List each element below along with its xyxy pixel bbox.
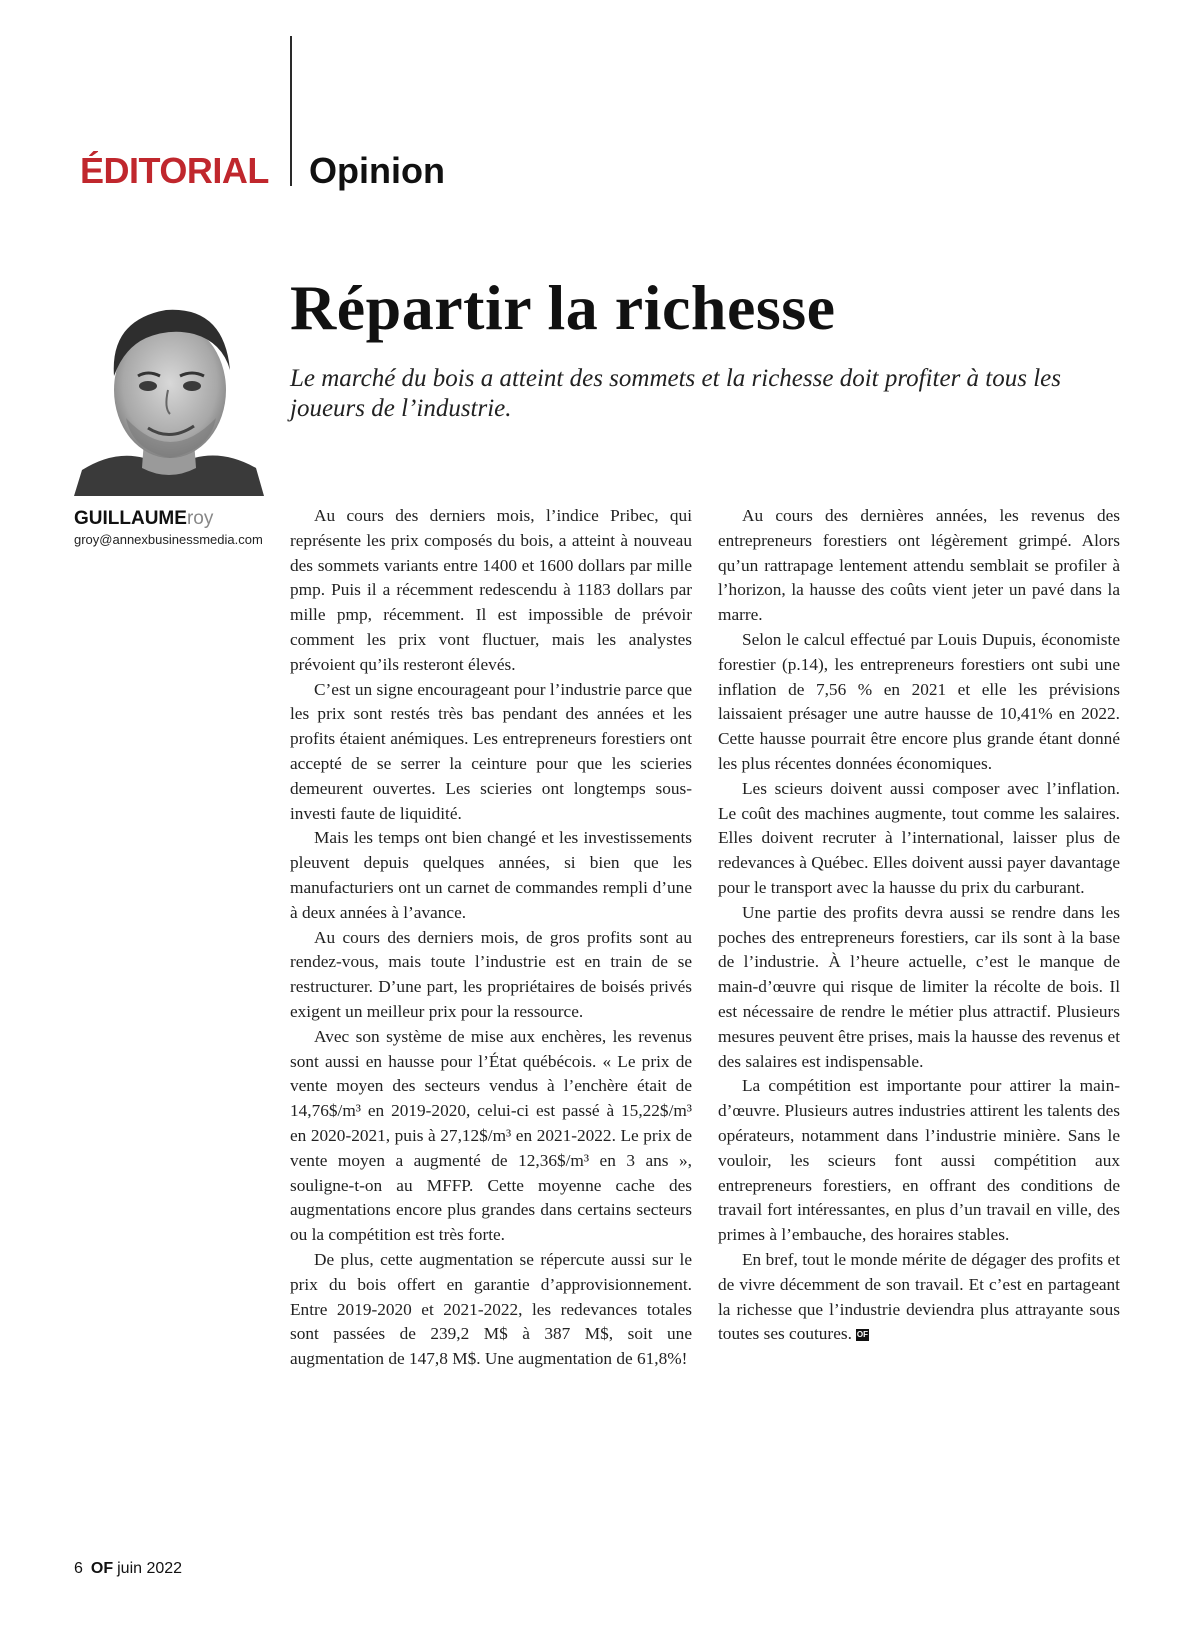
- paragraph: Mais les temps ont bien changé et les investissements pleuvent depuis quelques années, si bien que les manufacturiers ont un carnet de commandes rempli d’une à deux années à l’avance.: [290, 828, 692, 922]
- paragraph-text: En bref, tout le monde mérite de dégager des profits et de vivre décemment de son travail. Et c’est en partageant la richesse que l’industrie deviendra plus attrayante sous toutes ses coutures.: [718, 1249, 1120, 1344]
- paragraph: Au cours des derniers mois, l’indice Pribec, qui représente les prix composés du bois, a atteint à nouveau des sommets variants entre 1400 et 1600 dollars par mille pmp. Puis il a récemment redescendu à 1183 dollars par mille pmp, récemment. Il est impossible de prévoir comment les prix vont fluctuer, mais les analystes prévoient qu’ils resteront élevés.: [290, 506, 692, 674]
- publication-name: OF: [90, 1560, 114, 1577]
- author-photo: [74, 290, 264, 496]
- author-email[interactable]: groy@annexbusinessmedia.com: [74, 532, 263, 547]
- paragraph: Selon le calcul effectué par Louis Dupuis, économiste forestier (p.14), les entrepreneurs forestiers ont subi une inflation de 7,56 % en 2021 et elle les prévisions laissaient présager une autre hausse de 10,41% en 2022. Cette hausse pourrait être encore plus grande étant donné les plus récentes données économiques.: [718, 629, 1120, 773]
- article-column-2: [718, 504, 1120, 1347]
- paragraph: De plus, cette augmentation se répercute aussi sur le prix du bois offert en garantie d’approvisionnement. Entre 2019-2020 et 2021-2022, les redevances totales sont passées de 239,2 M$ à 387 M$, soit une augmentation de 147,8 M$. Une augmentation de 61,8%!: [290, 1249, 692, 1369]
- paragraph: Au cours des dernières années, les revenus des entrepreneurs forestiers ont légèrement grimpé. Alors qu’un rattrapage lentement attendu semblait se profiler à l’horizon, la hausse des coûts vient jeter un pavé dans la marre.: [718, 506, 1120, 625]
- paragraph: Avec son système de mise aux enchères, les revenus sont aussi en hausse pour l’État québécois. « Le prix de vente moyen des secteurs vendus à l’enchère était de 14,76$/m³ en 2019-2020, celui-ci est passé à 15,22$/m³ en 2020-2021, puis à 27,12$/m³ en 2021-2022. Le prix de vente moyen a augmenté de 12,36$/m³ en 3 ans », souligne-t-on au MFFP. Cette moyenne cache des augmentations encore plus grandes dans certains secteurs ou la compétition est très forte.: [290, 1026, 692, 1245]
- header-divider: [290, 36, 292, 186]
- page-number: 6: [74, 1560, 83, 1577]
- author-last-name: roy: [186, 508, 214, 529]
- issue-date: juin 2022: [117, 1560, 183, 1577]
- article-deck: Le marché du bois a atteint des sommets et la richesse doit profiter à tous les joueurs de l’industrie.: [290, 365, 1061, 422]
- paragraph: Les scieurs doivent aussi composer avec l’inflation. Le coût des machines augmente, tout comme les salaires. Elles doivent recruter à l’international, laisser plus de redevances à Québec. Elles doivent aussi payer davantage pour le transport avec la hausse du prix du carburant.: [718, 778, 1120, 897]
- paragraph: Au cours des derniers mois, de gros profits sont au rendez-vous, mais toute l’industrie est en train de se restructurer. D’une part, les propriétaires de boisés privés exigent un meilleur prix pour la ressource.: [290, 927, 692, 1021]
- paragraph: [718, 1248, 1120, 1347]
- paragraph: La compétition est importante pour attirer la main-d’œuvre. Plusieurs autres industries attirent les talents des opérateurs, notamment dans l’industrie minière. Sans le vouloir, les scieurs font aussi compétition aux entrepreneurs forestiers, en offrant des conditions de travail fort intéressantes, en plus d’un travail en ville, des primes à l’embauche, des horaires stables.: [718, 1076, 1120, 1245]
- paragraph: C’est un signe encourageant pour l’industrie parce que les prix sont restés très bas pendant des années et les profits étaient anémiques. Les entrepreneurs forestiers ont accepté de se serrer la ceinture pour que les scieries demeurent ouvertes. Les scieries ont longtemps sous-investi faute de liquidité.: [290, 679, 692, 823]
- article-title: Répartir la richesse: [290, 272, 836, 343]
- category-label: Opinion: [309, 150, 445, 191]
- author-first-name: GUILLAUME: [74, 508, 187, 529]
- section-label: ÉDITORIAL: [80, 150, 269, 191]
- paragraph: Une partie des profits devra aussi se rendre dans les poches des entrepreneurs forestiers, car ils sont à la base de l’industrie. À l’heure actuelle, c’est le manque de main-d’œuvre qui risque de limiter la récolte de bois. Il est nécessaire de rendre le métier plus attractif. Plusieurs mesures peuvent être prises, mais la hausse des revenus et des salaires est indispensable.: [718, 902, 1120, 1071]
- article-column-1: [290, 504, 692, 1372]
- page-footer: [74, 1560, 182, 1578]
- end-of-article-icon: OF: [856, 1330, 868, 1340]
- author-name: [74, 508, 213, 530]
